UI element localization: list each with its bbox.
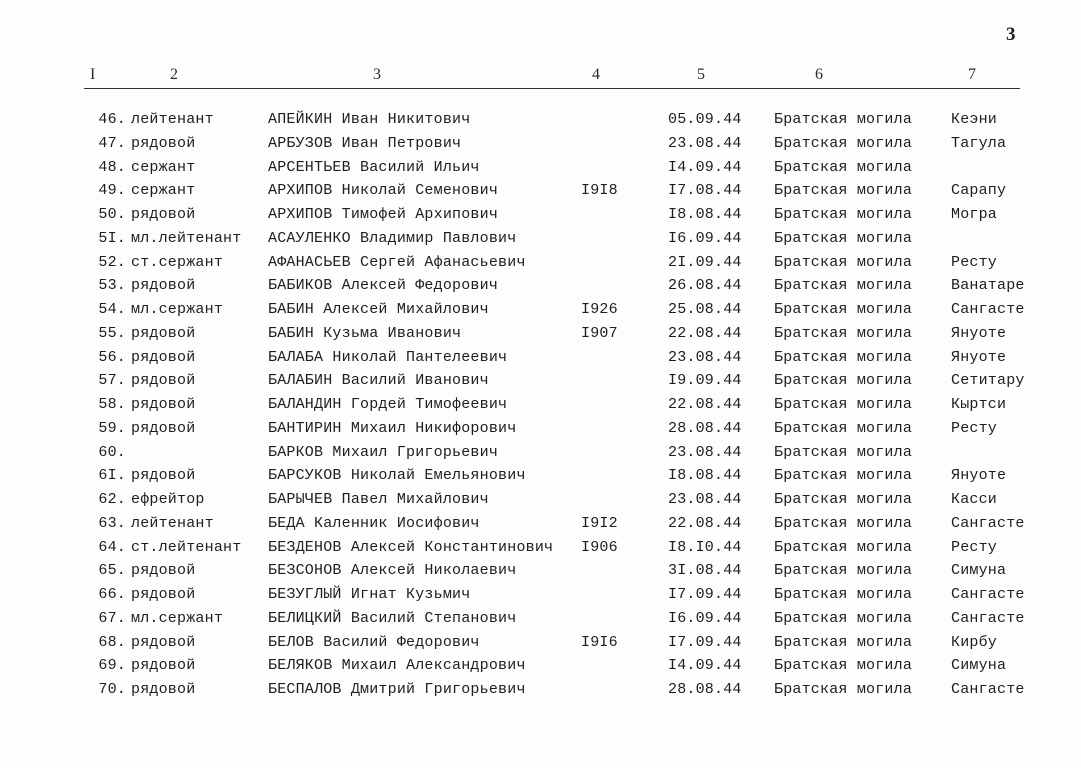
table-row: [0, 559, 1081, 583]
table-row: [0, 274, 1081, 298]
record-place: Сарапу: [951, 182, 1007, 200]
column-header-1: I: [90, 66, 96, 83]
record-name: АРБУЗОВ Иван Петрович: [268, 134, 462, 152]
record-name: БЕЗСОНОВ Алексей Николаевич: [268, 562, 517, 580]
record-name: БАБИН Кузьма Иванович: [268, 324, 462, 342]
record-date: 26.08.44: [668, 277, 742, 295]
record-name: АРХИПОВ Тимофей Архипович: [268, 206, 499, 223]
record-number: 54.: [98, 301, 126, 318]
record-name: БАНТИРИН Михаил Никифорович: [268, 419, 517, 437]
record-name: БАРЫЧЕВ Павел Михайлович: [268, 491, 489, 508]
column-header-6: 6: [815, 66, 823, 83]
record-date: 3I.08.44: [668, 562, 742, 580]
record-number: 67.: [98, 609, 126, 627]
record-number: 50.: [98, 206, 126, 223]
record-number: 59.: [98, 419, 126, 437]
record-date: 23.08.44: [668, 491, 742, 508]
record-rank: рядовой: [131, 372, 196, 390]
record-number: 6I.: [98, 467, 126, 485]
record-number: 70.: [98, 681, 126, 698]
record-name: БАЛАНДИН Гордей Тимофеевич: [268, 396, 508, 413]
record-rank: мл.лейтенант: [131, 229, 242, 247]
record-date: I7.08.44: [668, 182, 742, 200]
record-name: АРСЕНТЬЕВ Василий Ильич: [268, 158, 480, 176]
record-birth-year: I9I8: [581, 182, 618, 200]
record-burial-type: Братская могила: [774, 514, 913, 532]
record-burial-type: Братская могила: [774, 491, 913, 508]
record-date: 28.08.44: [668, 681, 742, 698]
record-burial-type: Братская могила: [774, 633, 913, 651]
record-date: I9.09.44: [668, 372, 742, 390]
table-row: [0, 346, 1081, 370]
column-header-5: 5: [697, 66, 705, 83]
record-number: 52.: [98, 253, 126, 271]
record-date: I6.09.44: [668, 609, 742, 627]
table-row: [0, 631, 1081, 655]
record-rank: рядовой: [131, 586, 196, 603]
record-date: I7.09.44: [668, 633, 742, 651]
record-burial-type: Братская могила: [774, 277, 913, 295]
record-place: Симуна: [951, 657, 1007, 675]
record-burial-type: Братская могила: [774, 182, 913, 200]
record-burial-type: Братская могила: [774, 158, 913, 176]
record-number: 55.: [98, 324, 126, 342]
record-burial-type: Братская могила: [774, 657, 913, 675]
record-number: 64.: [98, 538, 126, 556]
record-date: 2I.09.44: [668, 253, 742, 271]
record-place: Касси: [951, 491, 998, 508]
record-burial-type: Братская могила: [774, 134, 913, 152]
record-name: БАРКОВ Михаил Григорьевич: [268, 443, 499, 461]
column-header-2: 2: [170, 66, 178, 83]
table-row: [0, 488, 1081, 512]
record-place: Януоте: [951, 324, 1007, 342]
record-number: 5I.: [98, 229, 126, 247]
record-place: Кеэни: [951, 111, 998, 128]
record-rank: лейтенант: [131, 111, 214, 128]
record-burial-type: Братская могила: [774, 229, 913, 247]
record-place: Могра: [951, 206, 998, 223]
record-number: 68.: [98, 633, 126, 651]
record-rank: рядовой: [131, 681, 196, 698]
table-row: [0, 536, 1081, 560]
record-burial-type: Братская могила: [774, 586, 913, 603]
record-number: 60.: [98, 443, 126, 461]
record-rank: лейтенант: [131, 514, 214, 532]
record-name: БАРСУКОВ Николай Емельянович: [268, 467, 526, 485]
table-row: [0, 512, 1081, 536]
record-place: Кыртси: [951, 396, 1007, 413]
table-row: [0, 678, 1081, 702]
table-row: [0, 179, 1081, 203]
record-place: Сангасте: [951, 586, 1025, 603]
header-divider: [84, 88, 1020, 89]
record-number: 46.: [98, 111, 126, 128]
record-date: 22.08.44: [668, 514, 742, 532]
record-place: Симуна: [951, 562, 1007, 580]
record-number: 69.: [98, 657, 126, 675]
record-place: Ресту: [951, 419, 998, 437]
record-name: БЕЗДЕНОВ Алексей Константинович: [268, 538, 554, 556]
records-table: [0, 108, 1081, 702]
record-place: Сангасте: [951, 609, 1025, 627]
table-row: [0, 583, 1081, 607]
record-date: 23.08.44: [668, 348, 742, 366]
record-date: 05.09.44: [668, 111, 742, 128]
table-row: [0, 322, 1081, 346]
record-date: I4.09.44: [668, 657, 742, 675]
record-burial-type: Братская могила: [774, 324, 913, 342]
record-place: Кирбу: [951, 633, 998, 651]
table-row: [0, 251, 1081, 275]
page-number: 3: [1006, 24, 1016, 45]
record-number: 56.: [98, 348, 126, 366]
record-number: 57.: [98, 372, 126, 390]
record-rank: сержант: [131, 182, 196, 200]
record-burial-type: Братская могила: [774, 348, 913, 366]
table-row: [0, 417, 1081, 441]
record-date: 23.08.44: [668, 443, 742, 461]
table-row: [0, 393, 1081, 417]
record-rank: ст.лейтенант: [131, 538, 242, 556]
record-number: 48.: [98, 158, 126, 176]
record-name: АРХИПОВ Николай Семенович: [268, 182, 499, 200]
record-number: 66.: [98, 586, 126, 603]
record-date: 28.08.44: [668, 419, 742, 437]
record-name: БЕДА Каленник Иосифович: [268, 514, 480, 532]
column-header-3: 3: [373, 66, 381, 83]
record-name: БАЛАБИН Василий Иванович: [268, 372, 489, 390]
table-row: [0, 607, 1081, 631]
record-rank: рядовой: [131, 419, 196, 437]
record-rank: мл.сержант: [131, 301, 224, 318]
record-place: Сангасте: [951, 301, 1025, 318]
record-date: 23.08.44: [668, 134, 742, 152]
table-row: [0, 108, 1081, 132]
record-name: БЕЛИЦКИЙ Василий Степанович: [268, 609, 517, 627]
table-row: [0, 464, 1081, 488]
record-burial-type: Братская могила: [774, 301, 913, 318]
record-burial-type: Братская могила: [774, 562, 913, 580]
table-row: [0, 132, 1081, 156]
record-burial-type: Братская могила: [774, 609, 913, 627]
record-rank: рядовой: [131, 134, 196, 152]
record-place: Януоте: [951, 348, 1007, 366]
record-birth-year: I906: [581, 538, 618, 556]
record-name: БЕСПАЛОВ Дмитрий Григорьевич: [268, 681, 526, 698]
record-date: I7.09.44: [668, 586, 742, 603]
record-date: 25.08.44: [668, 301, 742, 318]
table-row: [0, 156, 1081, 180]
record-date: I8.08.44: [668, 467, 742, 485]
record-rank: рядовой: [131, 348, 196, 366]
column-header-7: 7: [968, 66, 976, 83]
record-name: БЕЗУГЛЫЙ Игнат Кузьмич: [268, 586, 471, 603]
record-birth-year: I907: [581, 324, 618, 342]
record-number: 49.: [98, 182, 126, 200]
record-burial-type: Братская могила: [774, 372, 913, 390]
table-row: [0, 441, 1081, 465]
record-burial-type: Братская могила: [774, 538, 913, 556]
record-burial-type: Братская могила: [774, 396, 913, 413]
record-rank: рядовой: [131, 633, 196, 651]
record-rank: рядовой: [131, 396, 196, 413]
table-row: [0, 227, 1081, 251]
record-burial-type: Братская могила: [774, 443, 913, 461]
record-name: АСАУЛЕНКО Владимир Павлович: [268, 229, 517, 247]
record-place: Ресту: [951, 253, 998, 271]
record-place: Сангасте: [951, 681, 1025, 698]
record-number: 53.: [98, 277, 126, 295]
record-rank: ст.сержант: [131, 253, 224, 271]
record-number: 65.: [98, 562, 126, 580]
record-name: БАЛАБА Николай Пантелеевич: [268, 348, 508, 366]
record-number: 58.: [98, 396, 126, 413]
record-rank: рядовой: [131, 467, 196, 485]
record-place: Тагула: [951, 134, 1007, 152]
record-place: Сангасте: [951, 514, 1025, 532]
table-row: [0, 369, 1081, 393]
record-rank: сержант: [131, 158, 196, 176]
record-date: I8.I0.44: [668, 538, 742, 556]
record-date: I8.08.44: [668, 206, 742, 223]
record-date: I6.09.44: [668, 229, 742, 247]
record-burial-type: Братская могила: [774, 467, 913, 485]
record-place: Ванатаре: [951, 277, 1025, 295]
record-date: 22.08.44: [668, 396, 742, 413]
record-number: 47.: [98, 134, 126, 152]
record-burial-type: Братская могила: [774, 681, 913, 698]
record-place: Сетитару: [951, 372, 1025, 390]
record-rank: мл.сержант: [131, 609, 224, 627]
record-name: АПЕЙКИН Иван Никитович: [268, 111, 471, 128]
record-name: БЕЛЯКОВ Михаил Александрович: [268, 657, 526, 675]
record-rank: ефрейтор: [131, 491, 205, 508]
table-row: [0, 654, 1081, 678]
record-date: I4.09.44: [668, 158, 742, 176]
record-birth-year: I9I2: [581, 514, 618, 532]
record-name: БЕЛОВ Василий Федорович: [268, 633, 480, 651]
record-rank: рядовой: [131, 206, 196, 223]
record-burial-type: Братская могила: [774, 419, 913, 437]
record-burial-type: Братская могила: [774, 206, 913, 223]
record-birth-year: I9I6: [581, 633, 618, 651]
record-rank: рядовой: [131, 324, 196, 342]
record-rank: рядовой: [131, 562, 196, 580]
record-date: 22.08.44: [668, 324, 742, 342]
record-rank: рядовой: [131, 657, 196, 675]
record-number: 63.: [98, 514, 126, 532]
table-row: [0, 203, 1081, 227]
record-number: 62.: [98, 491, 126, 508]
record-rank: рядовой: [131, 277, 196, 295]
record-place: Ресту: [951, 538, 998, 556]
record-place: Януоте: [951, 467, 1007, 485]
record-name: БАБИН Алексей Михайлович: [268, 301, 489, 318]
record-burial-type: Братская могила: [774, 253, 913, 271]
table-row: [0, 298, 1081, 322]
record-burial-type: Братская могила: [774, 111, 913, 128]
record-name: БАБИКОВ Алексей Федорович: [268, 277, 499, 295]
record-birth-year: I926: [581, 301, 618, 318]
column-header-4: 4: [592, 66, 600, 83]
record-name: АФАНАСЬЕВ Сергей Афанасьевич: [268, 253, 526, 271]
